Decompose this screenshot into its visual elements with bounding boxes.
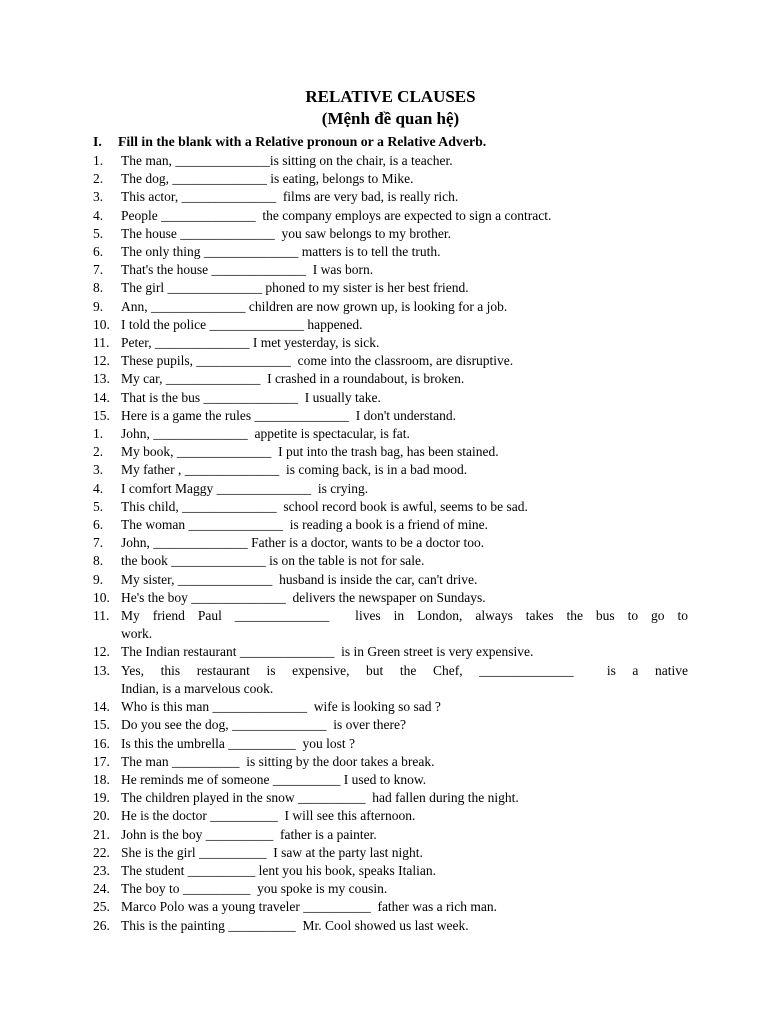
- exercise-list-part1: [93, 152, 688, 425]
- item-text-line1: My friend Paul ______________ lives in London, always takes the bus to go to: [121, 608, 688, 624]
- item-text: My car, ______________ I crashed in a roundabout, is broken.: [121, 371, 465, 387]
- exercise-item: [93, 425, 688, 443]
- exercise-item: [93, 298, 688, 316]
- exercise-item: [93, 152, 688, 170]
- item-text: John, ______________ appetite is spectacular, is fat.: [121, 426, 410, 442]
- item-number: 17.: [93, 753, 110, 769]
- item-text: This actor, ______________ films are very bad, is really rich.: [121, 189, 459, 205]
- item-text: She is the girl __________ I saw at the party last night.: [121, 844, 423, 860]
- item-text: The man, ______________is sitting on the chair, is a teacher.: [121, 153, 453, 168]
- item-number: 21.: [93, 826, 110, 842]
- exercise-item: [93, 917, 688, 935]
- item-text: The man __________ is sitting by the door takes a break.: [121, 753, 435, 769]
- item-text-line2: work.: [121, 626, 153, 642]
- exercise-item: [93, 480, 688, 498]
- item-number: 26.: [93, 917, 110, 933]
- document-content: [93, 86, 688, 935]
- exercise-item: [93, 389, 688, 407]
- exercise-item: [93, 844, 688, 862]
- item-text: People ______________ the company employs are expected to sign a contract.: [121, 207, 552, 223]
- exercise-item: [93, 334, 688, 352]
- item-number: 15.: [93, 407, 110, 423]
- exercise-item: [93, 516, 688, 534]
- item-number: 6.: [93, 517, 104, 533]
- exercise-item: [93, 207, 688, 225]
- exercise-item: [93, 316, 688, 334]
- item-text: The Indian restaurant ______________ is in Green street is very expensive.: [121, 644, 534, 660]
- item-text: The woman ______________ is reading a book is a friend of mine.: [121, 517, 489, 533]
- item-number: 9.: [93, 571, 104, 587]
- item-number: 13.: [93, 371, 110, 387]
- item-text: [121, 662, 688, 698]
- item-text: the book ______________ is on the table is not for sale.: [121, 553, 425, 569]
- exercise-item: [93, 461, 688, 479]
- item-number: 16.: [93, 735, 110, 751]
- exercise-item: [93, 698, 688, 716]
- exercise-item: [93, 534, 688, 552]
- item-number: 23.: [93, 862, 110, 878]
- exercise-item: [93, 716, 688, 734]
- exercise-item: [93, 662, 688, 698]
- item-text: That's the house ______________ I was born.: [121, 262, 374, 278]
- exercise-item: [93, 862, 688, 880]
- item-number: 2.: [93, 171, 104, 187]
- item-text: [121, 607, 688, 643]
- item-text: Do you see the dog, ______________ is over there?: [121, 717, 406, 733]
- item-number: 20.: [93, 808, 110, 824]
- item-text: The girl ______________ phoned to my sister is her best friend.: [121, 280, 469, 296]
- item-text: I told the police ______________ happened.: [121, 316, 363, 332]
- exercise-item: [93, 370, 688, 388]
- item-text: The children played in the snow __________ had fallen during the night.: [121, 790, 519, 806]
- section-heading: [93, 132, 688, 152]
- item-number: 9.: [93, 298, 104, 314]
- item-number: 11.: [93, 335, 110, 351]
- exercise-item: [93, 571, 688, 589]
- item-text: John is the boy __________ father is a painter.: [121, 826, 377, 842]
- item-number: 1.: [93, 153, 104, 168]
- item-number: 18.: [93, 771, 110, 787]
- item-number: 4.: [93, 480, 104, 496]
- item-number: 19.: [93, 790, 110, 806]
- exercise-item: [93, 880, 688, 898]
- exercise-item: [93, 753, 688, 771]
- item-text: The boy to __________ you spoke is my cousin.: [121, 881, 388, 897]
- item-number: 7.: [93, 262, 104, 278]
- section-heading-text: Fill in the blank with a Relative pronoun or a Relative Adverb.: [118, 134, 487, 149]
- item-number: 11.: [93, 608, 110, 624]
- item-text: Marco Polo was a young traveler __________ father was a rich man.: [121, 899, 498, 915]
- item-text: This child, ______________ school record book is awful, seems to be sad.: [121, 498, 528, 514]
- item-text: He's the boy ______________ delivers the newspaper on Sundays.: [121, 589, 486, 605]
- item-text: Peter, ______________ I met yesterday, is sick.: [121, 335, 380, 351]
- item-number: 8.: [93, 280, 104, 296]
- item-number: 25.: [93, 899, 110, 915]
- item-text: My sister, ______________ husband is inside the car, can't drive.: [121, 571, 478, 587]
- exercise-item: [93, 188, 688, 206]
- item-number: 14.: [93, 699, 110, 715]
- exercise-item: [93, 243, 688, 261]
- item-number: 8.: [93, 553, 104, 569]
- item-number: 14.: [93, 389, 110, 405]
- item-text: Who is this man ______________ wife is looking so sad ?: [121, 699, 441, 715]
- item-text: The dog, ______________ is eating, belongs to Mike.: [121, 171, 414, 187]
- item-number: 1.: [93, 426, 104, 442]
- exercise-item: [93, 643, 688, 661]
- exercise-item: [93, 407, 688, 425]
- item-number: 12.: [93, 353, 110, 369]
- item-number: 10.: [93, 589, 110, 605]
- exercise-item: [93, 807, 688, 825]
- exercise-item: [93, 170, 688, 188]
- exercise-item: [93, 826, 688, 844]
- item-number: 22.: [93, 844, 110, 860]
- item-text: He reminds me of someone __________ I used to know.: [121, 771, 427, 787]
- exercise-item: [93, 279, 688, 297]
- item-number: 4.: [93, 207, 104, 223]
- item-number: 13.: [93, 662, 110, 678]
- exercise-item: [93, 552, 688, 570]
- item-text: The student __________ lent you his book, speaks Italian.: [121, 862, 436, 878]
- exercise-item: [93, 771, 688, 789]
- item-number: 24.: [93, 881, 110, 897]
- item-text: The only thing ______________ matters is to tell the truth.: [121, 244, 441, 260]
- item-number: 6.: [93, 244, 104, 260]
- exercise-list-part2: [93, 425, 688, 935]
- item-number: 5.: [93, 498, 104, 514]
- item-text: My father , ______________ is coming back, is in a bad mood.: [121, 462, 468, 478]
- exercise-item: [93, 261, 688, 279]
- exercise-item: [93, 498, 688, 516]
- exercise-item: [93, 789, 688, 807]
- exercise-item: [93, 225, 688, 243]
- section-number: I.: [93, 134, 102, 149]
- item-text: The house ______________ you saw belongs to my brother.: [121, 225, 451, 241]
- item-text: Here is a game the rules ______________ I don't understand.: [121, 407, 456, 423]
- exercise-item: [93, 898, 688, 916]
- exercise-item: [93, 443, 688, 461]
- item-text: Is this the umbrella __________ you lost ?: [121, 735, 355, 751]
- item-number: 3.: [93, 189, 104, 205]
- item-text-line1: Yes, this restaurant is expensive, but the Chef, ______________ is a native: [121, 662, 688, 678]
- item-number: 15.: [93, 717, 110, 733]
- exercise-item: [93, 589, 688, 607]
- item-number: 12.: [93, 644, 110, 660]
- item-number: 7.: [93, 535, 104, 551]
- item-text: Ann, ______________ children are now grown up, is looking for a job.: [121, 298, 508, 314]
- item-number: 10.: [93, 316, 110, 332]
- item-text: That is the bus ______________ I usually take.: [121, 389, 381, 405]
- item-text-line2: Indian, is a marvelous cook.: [121, 680, 274, 696]
- exercise-item: [93, 735, 688, 753]
- item-number: 5.: [93, 225, 104, 241]
- item-text: He is the doctor __________ I will see this afternoon.: [121, 808, 416, 824]
- item-text: This is the painting __________ Mr. Cool showed us last week.: [121, 917, 469, 933]
- item-text: John, ______________ Father is a doctor, wants to be a doctor too.: [121, 535, 485, 551]
- exercise-item: [93, 352, 688, 370]
- document-title: RELATIVE CLAUSES: [305, 87, 476, 106]
- item-text: These pupils, ______________ come into the classroom, are disruptive.: [121, 353, 514, 369]
- document-subtitle: (Mệnh đề quan hệ): [321, 109, 460, 128]
- item-text: My book, ______________ I put into the trash bag, has been stained.: [121, 444, 499, 460]
- item-text: I comfort Maggy ______________ is crying.: [121, 480, 369, 496]
- item-number: 3.: [93, 462, 104, 478]
- item-number: 2.: [93, 444, 104, 460]
- exercise-item: [93, 607, 688, 643]
